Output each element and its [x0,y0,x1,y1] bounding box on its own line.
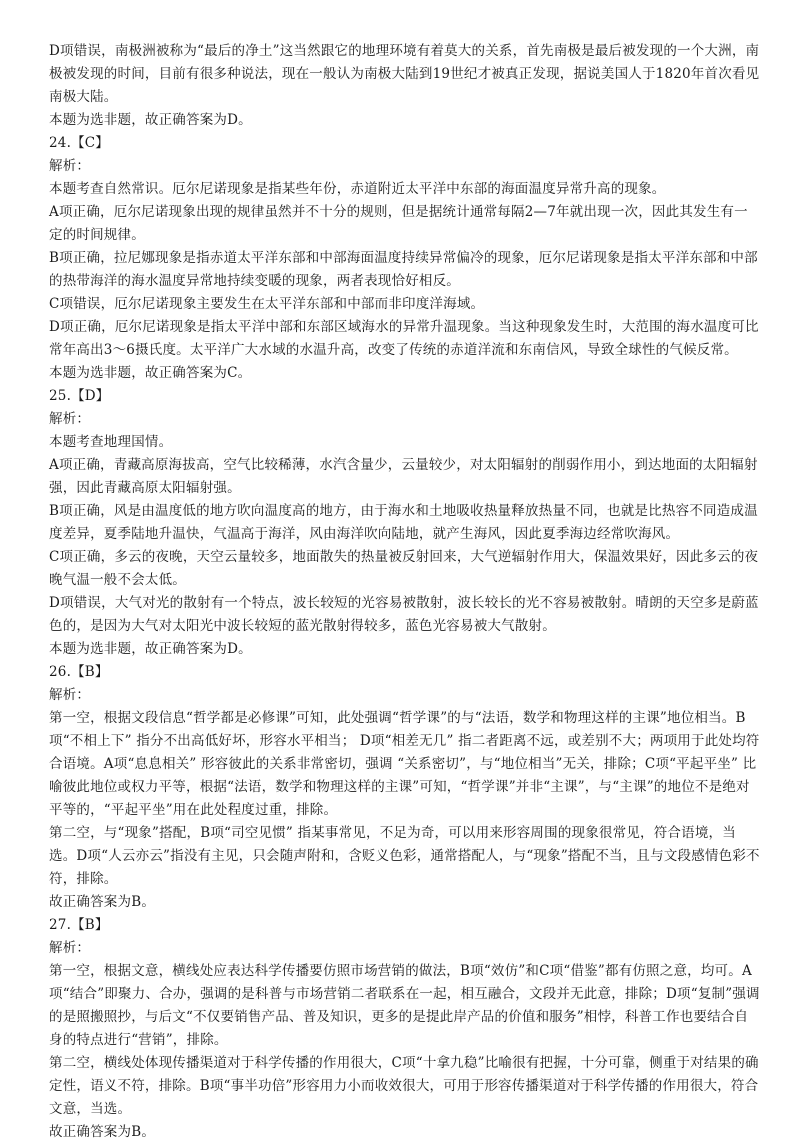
paragraph: A项正确，青藏高原海拔高，空气比较稀薄，水汽含量少，云量较少，对太阳辐射的削弱作用小，到达地面的太阳辐射强，因此青藏高原太阳辐射强。 [49,457,758,496]
paragraph: 解析： [49,411,91,427]
paragraph: 第一空，根据文段信息“哲学都是必修课”可知，此处强调“哲学课”的与“法语，数学和物理这样的主课”地位相当。B项“不相上下” 指分不出高低好坏，形容水平相当； D项“相差无几” 指二者距离不远，或差别不大；两项用于此处均符合语境。A项“息息相关” 形容彼此的关系非常密切，强调 “关系密切”，与“地位相当”无关，排除；C项“平起平坐” 比喻彼此地位或权力平等，根据“法语，数学和物理这样的主课”可知，“哲学课”并非“主课”，与“主课”的地位不是绝对平等的，“平起平坐”用在此处程度过重，排除。 [49,710,760,818]
paragraph: A项正确，厄尔尼诺现象出现的规律虽然并不十分的规则，但是据统计通常每隔2—7年就出现一次，因此其发生有一定的时间规律。 [49,204,748,243]
paragraph: 故正确答案为B。 [49,1124,156,1140]
paragraph: 第一空，根据文意，横线处应表达科学传播要仿照市场营销的做法，B项“效仿”和C项“借鉴”都有仿照之意，均可。A项“结合”即聚力、合办，强调的是科普与市场营销二者联系在一起，相互融合，文段并无此意，排除；D项“复制”强调的是照搬照抄，与后文“不仅要销售产品、普及知识，更多的是提此岸产品的价值和服务”相悖，科普工作也要结合自身的特点进行“营销”，排除。 [49,963,760,1048]
paragraph: 本题考查自然常识。厄尔尼诺现象是指某些年份，赤道附近太平洋中东部的海面温度异常升高的现象。 [49,181,666,197]
paragraph: 本题为选非题，故正确答案为D。 [49,112,252,128]
question-number: 27.【B】 [49,917,109,933]
paragraph: 解析： [49,158,91,174]
paragraph: B项正确，风是由温度低的地方吹向温度高的地方，由于海水和土地吸收热量释放热量不同，也就是比热容不同造成温度差异，夏季陆地升温快，气温高于海洋，风由海洋吹向陆地，就产生海风，因此夏季海边经常吹海风。 [49,503,758,542]
paragraph: 解析： [49,687,91,703]
paragraph: 解析： [49,940,91,956]
paragraph: D项正确，厄尔尼诺现象是指太平洋中部和东部区域海水的异常升温现象。当这种现象发生时，大范围的海水温度可比常年高出3～6摄氏度。太平洋广大水域的水温升高，改变了传统的赤道洋流和东南信风，导致全球性的气候反常。 [49,319,759,358]
paragraph: 本题考查地理国情。 [49,434,173,450]
paragraph: 故正确答案为B。 [49,894,156,910]
paragraph: 本题为选非题，故正确答案为C。 [49,365,252,381]
question-number: 24.【C】 [49,135,109,151]
paragraph: D项错误，大气对光的散射有一个特点，波长较短的光容易被散射，波长较长的光不容易被散射。晴朗的天空多是蔚蓝色的，是因为大气对太阳光中波长较短的蓝光散射得较多，蓝色光容易被大气散射。 [49,595,759,634]
paragraph: 本题为选非题，故正确答案为D。 [49,641,252,657]
paragraph: C项错误，厄尔尼诺现象主要发生在太平洋东部和中部而非印度洋海域。 [49,296,485,312]
paragraph: C项正确，多云的夜晚，天空云量较多，地面散失的热量被反射回来，大气逆辐射作用大，保温效果好，因此多云的夜晚气温一般不会太低。 [49,549,759,588]
document-page [49,40,761,1144]
question-number: 26.【B】 [49,664,109,680]
paragraph: B项正确，拉尼娜现象是指赤道太平洋东部和中部海面温度持续异常偏冷的现象，厄尔尼诺现象是指太平洋东部和中部的热带海洋的海水温度异常地持续变暖的现象，两者表现恰好相反。 [49,250,758,289]
paragraph: 第二空，与“现象”搭配，B项“司空见惯” 指某事常见，不足为奇，可以用来形容周围的现象很常见，符合语境，当选。D项“人云亦云”指没有主见，只会随声附和，含贬义色彩，通常搭配人，与“现象”搭配不当，且与文段感情色彩不符，排除。 [49,825,760,887]
paragraph: 第二空，横线处体现传播渠道对于科学传播的作用很大，C项“十拿九稳”比喻很有把握，十分可靠，侧重于对结果的确定性，语义不符，排除。B项“事半功倍”形容用力小而收效很大，可用于形容传播渠道对于科学传播的作用很大，符合文意，当选。 [49,1055,759,1117]
question-number: 25.【D】 [49,388,110,404]
paragraph: D项错误，南极洲被称为“最后的净土”这当然跟它的地理环境有着莫大的关系，首先南极是最后被发现的一个大洲，南极被发现的时间，目前有很多种说法，现在一般认为南极大陆到19世纪才被真正发现，据说美国人于1820年首次看见南极大陆。 [49,43,760,105]
